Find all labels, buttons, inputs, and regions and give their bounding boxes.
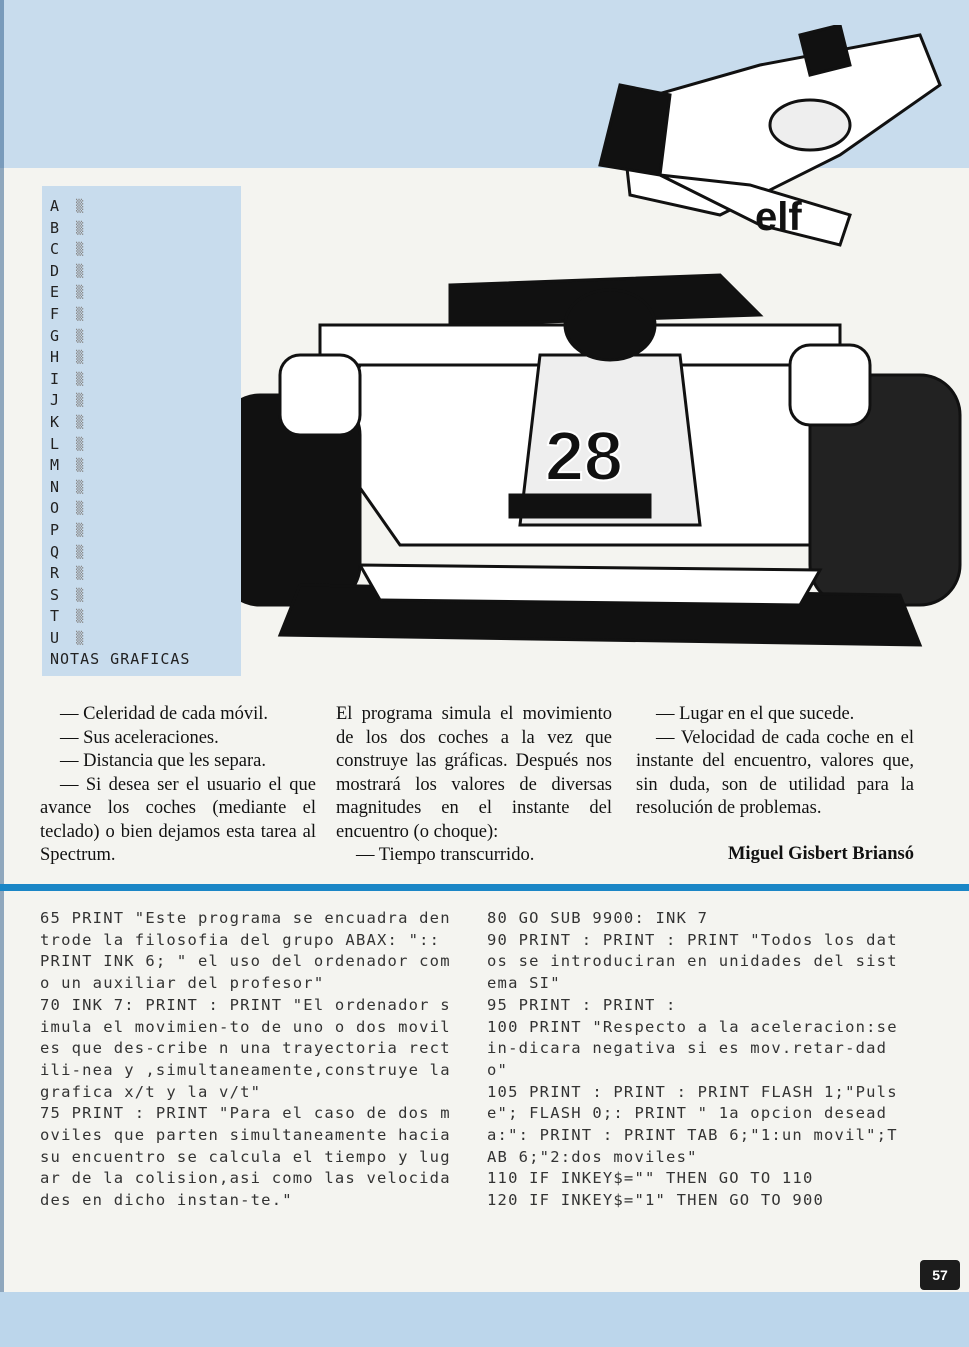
paragraph: — Sus aceleraciones. [60, 727, 219, 748]
graphic-note-letter: G [50, 326, 60, 345]
graphic-note-row [50, 390, 90, 412]
graphic-note-letter: Q [50, 542, 60, 561]
graphic-note-row [50, 585, 90, 607]
graphic-note-letter: E [50, 283, 60, 302]
graphic-glyph-icon: ▒ [76, 544, 84, 559]
graphic-note-row [50, 520, 90, 542]
graphic-glyph-icon: ▒ [76, 630, 84, 645]
graphic-note-row [50, 563, 90, 585]
graphic-note-letter: A [50, 197, 60, 215]
graphic-glyph-icon: ▒ [76, 350, 84, 365]
graphic-note-row [50, 606, 90, 628]
graphic-note-row [50, 347, 90, 369]
code-line: 95 PRINT : PRINT : [487, 995, 677, 1014]
code-line: 110 IF INKEY$="" THEN GO TO 110 [487, 1169, 814, 1188]
graphic-glyph-icon: ▒ [76, 587, 84, 602]
graphic-note-row [50, 498, 90, 520]
graphic-notes-title: NOTAS GRAFICAS [50, 650, 191, 668]
paragraph: — Distancia que les separa. [60, 751, 266, 771]
graphic-note-row [50, 542, 90, 564]
graphic-note-letter: H [50, 348, 60, 367]
code-listing-right [487, 908, 907, 1212]
graphic-glyph-icon: ▒ [76, 458, 84, 473]
svg-text:elf: elf [755, 195, 802, 239]
graphic-note-row [50, 218, 90, 240]
graphic-note-letter: T [50, 607, 60, 626]
graphic-glyph-icon: ▒ [76, 371, 84, 386]
page-number: 57 [920, 1260, 960, 1290]
graphic-note-letter: N [50, 477, 60, 496]
graphic-note-letter: R [50, 564, 60, 583]
graphic-note-letter: L [50, 434, 60, 453]
code-line: 120 IF INKEY$="1" THEN GO TO 900 [487, 1191, 825, 1210]
graphic-note-letter: M [50, 456, 60, 475]
graphic-note-row [50, 477, 90, 499]
race-car-illustration [200, 25, 969, 675]
graphic-note-row [50, 369, 90, 391]
page-edge [0, 0, 4, 1347]
graphic-note-letter: S [50, 585, 60, 604]
article-column-1 [40, 703, 316, 868]
graphic-glyph-icon: ▒ [76, 306, 84, 321]
paragraph: — Celeridad de cada móvil. [60, 704, 269, 724]
graphic-note-letter: D [50, 261, 60, 280]
graphic-note-row [50, 304, 90, 326]
graphic-note-letter: C [50, 240, 60, 259]
paragraph: — Velocidad de cada coche en el instante del encuentro, valores que, sin duda, son de utilidad para la resolución de problemas. [636, 727, 914, 818]
graphic-note-letter: I [50, 369, 60, 388]
code-line: 65 PRINT "Este programa se encuadra dentrode la filosofia del grupo ABAX: ":: PRINT INK 6; " el uso del ordenador como un auxiliar del profesor" [40, 909, 451, 993]
code-line: 75 PRINT : PRINT "Para el caso de dos moviles que parten simultaneamente hacia su encuentro se calcula el tiempo y lugar de la colision,asi como las velocidades en dicho instan-te." [40, 1104, 451, 1210]
code-line: 80 GO SUB 9900: INK 7 [487, 909, 709, 927]
article-column-3 [636, 703, 914, 866]
graphic-note-letter: P [50, 520, 60, 539]
graphic-note-row [50, 455, 90, 477]
author: Miguel Gisbert Briansó [727, 843, 914, 864]
graphic-glyph-icon: ▒ [76, 501, 84, 516]
graphic-notes-list [50, 196, 90, 649]
bottom-color-band [0, 1292, 969, 1347]
graphic-note-row [50, 196, 90, 218]
graphic-glyph-icon: ▒ [76, 479, 84, 494]
graphic-note-row [50, 261, 90, 283]
graphic-note-letter: B [50, 218, 60, 237]
graphic-note-row [50, 326, 90, 348]
graphic-note-row [50, 239, 90, 261]
code-line: 90 PRINT : PRINT : PRINT "Todos los datos se introduciran en unidades del sistema SI" [487, 930, 898, 993]
graphic-note-letter: O [50, 499, 60, 518]
article-column-2 [336, 703, 612, 868]
svg-text:28: 28 [545, 417, 623, 495]
code-listing-left [40, 908, 458, 1212]
graphic-glyph-icon: ▒ [76, 414, 84, 429]
graphic-glyph-icon: ▒ [76, 263, 84, 278]
main-car [220, 275, 960, 645]
graphic-glyph-icon: ▒ [76, 242, 84, 257]
graphic-glyph-icon: ▒ [76, 328, 84, 343]
graphic-glyph-icon: ▒ [76, 199, 84, 213]
section-divider [0, 884, 969, 891]
code-line: 105 PRINT : PRINT : PRINT FLASH 1;"Pulse"; FLASH 0;: PRINT " 1a opcion deseada:": PRINT : PRINT TAB 6;"1:un movil";TAB 6;"2:dos moviles" [487, 1082, 898, 1166]
upper-car [600, 25, 940, 245]
graphic-glyph-icon: ▒ [76, 285, 84, 300]
paragraph: El programa simula el movimiento de los dos coches a la vez que construye las gráficas. Después nos mostrará los valores de diversas magnitudes en el instante del encuentro (o choque): [336, 704, 612, 842]
graphic-note-row [50, 434, 90, 456]
paragraph: — Si desea ser el usuario el que avance los coches (mediante el teclado) o bien dejamos esta tarea al Spectrum. [40, 774, 316, 865]
graphic-glyph-icon: ▒ [76, 436, 84, 451]
graphic-note-letter: U [50, 628, 60, 647]
graphic-glyph-icon: ▒ [76, 609, 84, 624]
graphic-note-letter: J [50, 391, 60, 410]
paragraph: — Lugar en el que sucede. [656, 704, 855, 724]
graphic-note-row [50, 628, 90, 650]
code-line: 100 PRINT "Respecto a la aceleracion:se in-dicara negativa si es mov.retar-dado" [487, 1017, 898, 1079]
graphic-note-letter: F [50, 304, 60, 323]
graphic-note-letter: K [50, 412, 60, 431]
graphic-glyph-icon: ▒ [76, 566, 84, 581]
graphic-note-row [50, 282, 90, 304]
graphic-note-row [50, 412, 90, 434]
code-line: 70 INK 7: PRINT : PRINT "El ordenador simula el movimien-to de uno o dos moviles que des-cribe n una trayectoria rectili-nea y ,simultaneamente,construye la grafica x/t y la v/t" [40, 995, 451, 1101]
graphic-glyph-icon: ▒ [76, 393, 84, 408]
paragraph: — Tiempo transcurrido. [356, 845, 535, 865]
graphic-glyph-icon: ▒ [76, 522, 84, 537]
graphic-glyph-icon: ▒ [76, 220, 84, 235]
